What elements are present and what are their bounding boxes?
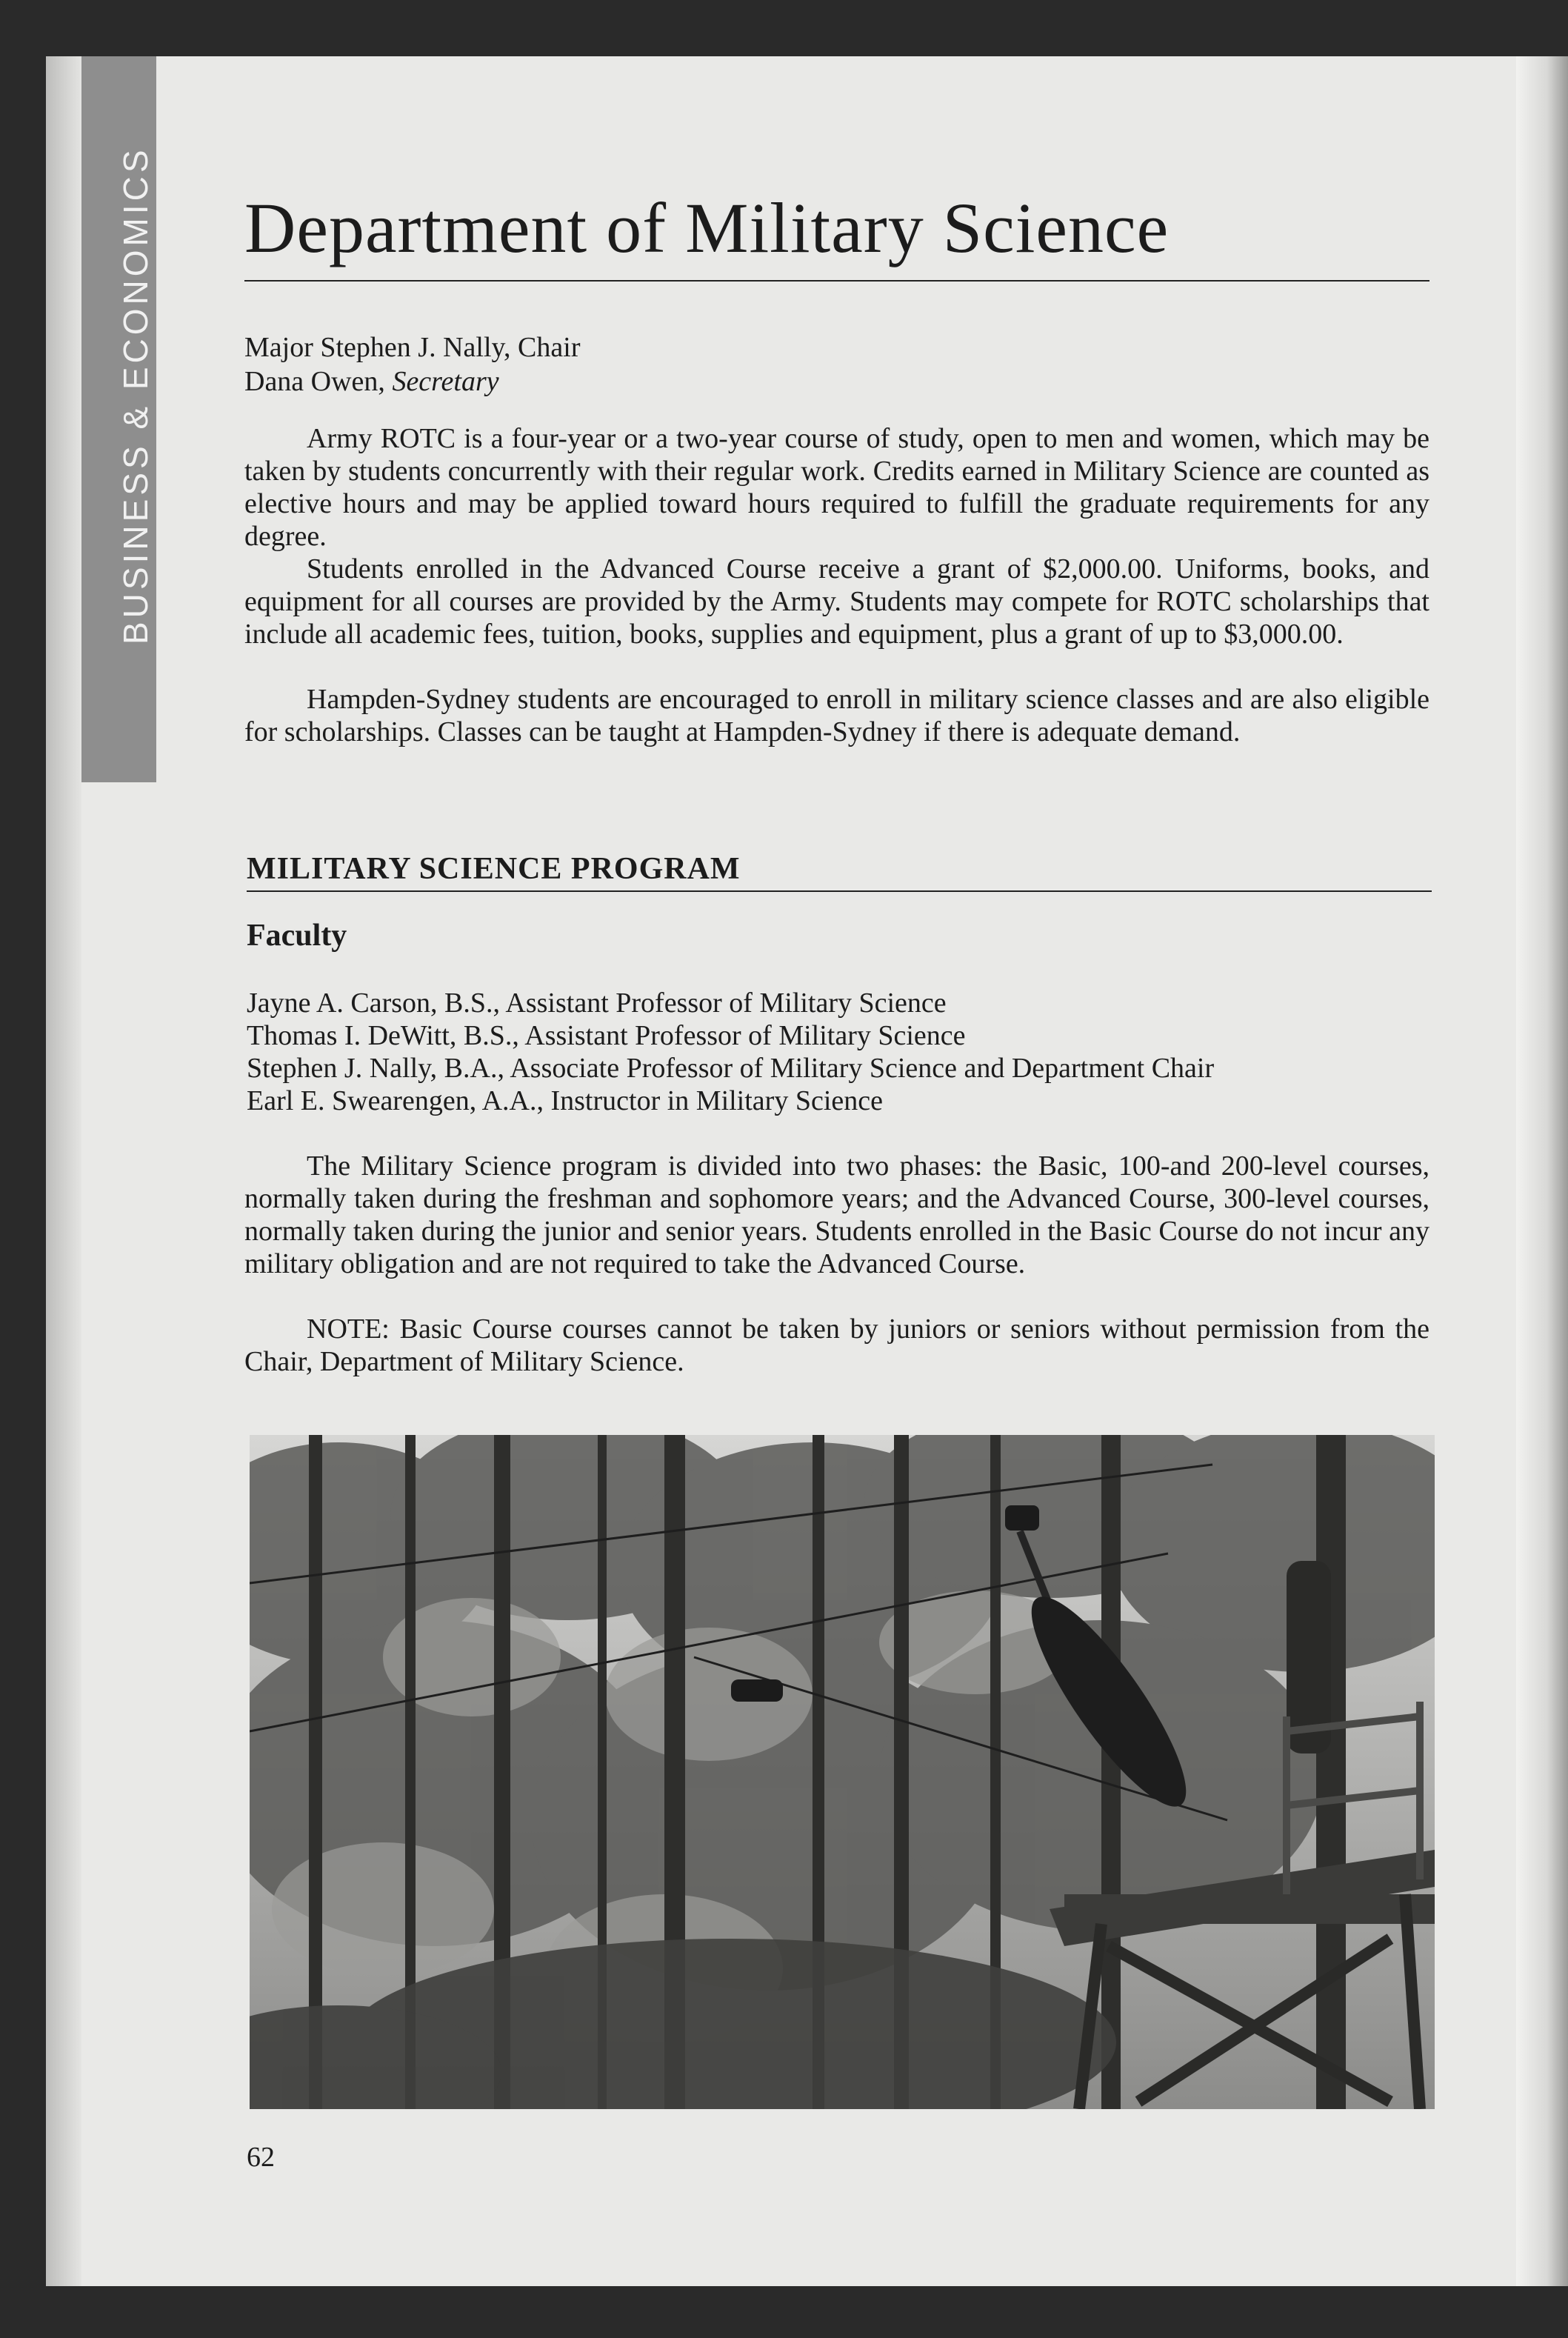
program-paragraph: The Military Science program is divided into two phases: the Basic, 100-and 200-level courses, normally taken during the freshman and sophomore years; and the Advanced Course, 300-level courses, normally taken during the junior and senior years. Students enrolled in the Basic Course do not incur any military obligation and are not required to take the Advanced Course. bbox=[244, 1150, 1429, 1279]
page-number: 62 bbox=[247, 2142, 275, 2173]
intro-paragraph-grants: Students enrolled in the Advanced Course receive a grant of $2,000.00. Uniforms, books, and equipment for all courses are provided by the Army. Students may compete for ROTC scholarships that include all academic fees, tuition, books, supplies and equipment, plus a grant of up to $3,000.00. bbox=[244, 553, 1429, 650]
intro-paragraph-enrollment: Hampden-Sydney students are encouraged to enroll in military science classes and are also eligible for scholarships. Classes can be taught at Hampden-Sydney if there is adequate demand. bbox=[244, 684, 1429, 747]
rope-course-photo bbox=[250, 1435, 1435, 2109]
secretary-line bbox=[244, 364, 580, 399]
faculty-list bbox=[247, 987, 1214, 1117]
chair-line bbox=[244, 330, 580, 364]
department-staff bbox=[244, 330, 580, 399]
chair-name: Major Stephen J. Nally, bbox=[244, 332, 511, 363]
faculty-member: Stephen J. Nally, B.A., Associate Professor of Military Science and Department Chair bbox=[247, 1053, 1215, 1084]
section-heading: MILITARY SCIENCE PROGRAM bbox=[247, 852, 741, 886]
program-note: NOTE: Basic Course courses cannot be taken by juniors or seniors without permission from the Chair, Department of Military Science. bbox=[244, 1313, 1429, 1377]
faculty-member: Thomas I. DeWitt, B.S., Assistant Professor of Military Science bbox=[247, 1020, 966, 1051]
faculty-member: Earl E. Swearengen, A.A., Instructor in Military Science bbox=[247, 1085, 883, 1116]
secretary-name: Dana Owen, bbox=[244, 366, 385, 397]
photo-illustration bbox=[250, 1435, 1435, 2109]
facing-page-edge bbox=[1516, 56, 1568, 2286]
intro-paragraph-rotc: Army ROTC is a four-year or a two-year course of study, open to men and women, which may be taken by students concurrently with their regular work. Credits earned in Military Science are counted as elective hours and may be applied toward hours required to fulfill the graduate requirements for any degree. bbox=[244, 423, 1429, 552]
section-rule bbox=[247, 890, 1432, 892]
faculty-heading: Faculty bbox=[247, 919, 347, 953]
secretary-role: Secretary bbox=[392, 366, 499, 397]
title-rule bbox=[244, 280, 1429, 282]
chair-role: Chair bbox=[518, 332, 581, 363]
faculty-member: Jayne A. Carson, B.S., Assistant Professor of Military Science bbox=[247, 988, 947, 1019]
page-title: Department of Military Science bbox=[244, 188, 1170, 267]
side-tab-label: BUSINESS & ECONOMICS bbox=[116, 146, 155, 645]
page-binding-edge bbox=[46, 56, 81, 2286]
